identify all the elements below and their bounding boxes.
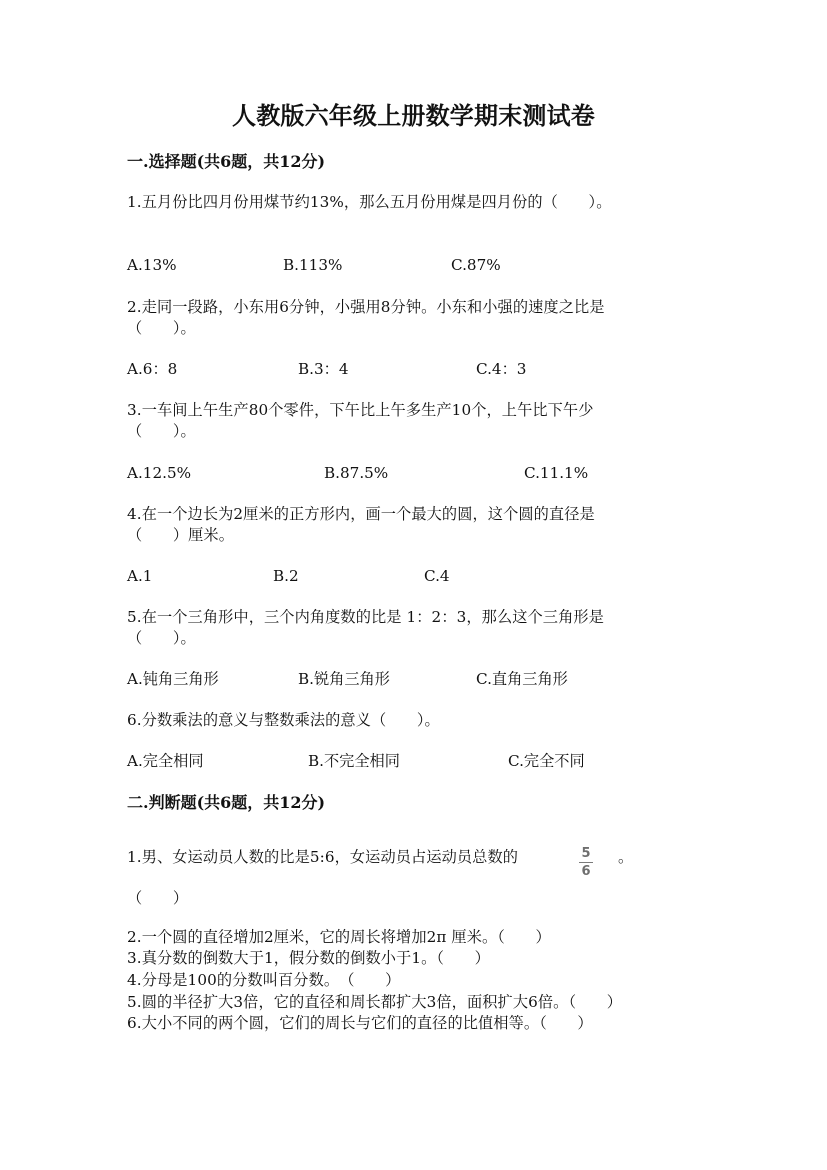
judgment-2: 2.一个圆的直径增加2厘米，它的周长将增加2π 厘米。（ ） <box>127 928 551 946</box>
question-1-option-c: C.87% <box>451 256 501 274</box>
judgment-1-text: 1.男、女运动员人数的比是5:6，女运动员占运动员总数的 <box>127 848 519 866</box>
judgment-1-ending: 。 <box>618 848 634 866</box>
question-6-option-b: B.不完全相同 <box>308 752 400 770</box>
question-3-option-a: A.12.5% <box>127 464 192 482</box>
question-2-option-a: A.6：8 <box>127 360 178 378</box>
five-sixths-fraction <box>579 846 593 879</box>
question-1-option-a: A.13% <box>127 256 177 274</box>
fraction-denominator: 6 <box>581 864 591 879</box>
question-4-line-2: （ ）厘米。 <box>127 526 235 544</box>
question-1-option-b: B.113% <box>283 256 343 274</box>
question-1-line-1: 1.五月份比四月份用煤节约13%，那么五月份用煤是四月份的（ ）。 <box>127 193 612 211</box>
fraction-bar <box>579 862 593 863</box>
judgment-4: 4.分母是100的分数叫百分数。 （ ） <box>127 971 401 989</box>
question-3-option-b: B.87.5% <box>324 464 389 482</box>
section-heading-multiple-choice: 一.选择题(共6题，共12分) <box>127 152 326 171</box>
judgment-3: 3.真分数的倒数大于1，假分数的倒数小于1。（ ） <box>127 949 490 967</box>
question-4-option-c: C.4 <box>424 567 450 585</box>
question-5-option-c: C.直角三角形 <box>476 670 568 688</box>
question-4-line-1: 4.在一个边长为2厘米的正方形内，画一个最大的圆，这个圆的直径是 <box>127 505 595 523</box>
section-heading-true-false: 二.判断题(共6题，共12分) <box>127 793 326 812</box>
question-5-option-b: B.锐角三角形 <box>298 670 390 688</box>
question-4-option-a: A.1 <box>127 567 153 585</box>
question-5-option-a: A.钝角三角形 <box>127 670 219 688</box>
exam-title: 人教版六年级上册数学期末测试卷 <box>232 101 595 130</box>
question-2-line-1: 2.走同一段路，小东用6分钟，小强用8分钟。小东和小强的速度之比是 <box>127 298 605 316</box>
question-5-line-1: 5.在一个三角形中，三个内角度数的比是 1：2：3，那么这个三角形是 <box>127 608 604 626</box>
question-6-option-c: C.完全不同 <box>508 752 585 770</box>
question-3-line-2: （ ）。 <box>127 422 196 440</box>
fraction-numerator: 5 <box>581 846 591 861</box>
question-2-option-b: B.3：4 <box>298 360 349 378</box>
question-3-line-1: 3.一车间上午生产80个零件，下午比上午多生产10个，上午比下午少 <box>127 401 594 419</box>
judgment-6: 6.大小不同的两个圆，它们的周长与它们的直径的比值相等。（ ） <box>127 1014 593 1032</box>
question-6-option-a: A.完全相同 <box>127 752 204 770</box>
question-2-option-c: C.4：3 <box>476 360 527 378</box>
question-2-line-2: （ ）。 <box>127 319 196 337</box>
question-6-line-1: 6.分数乘法的意义与整数乘法的意义（ ）。 <box>127 711 440 729</box>
question-3-option-c: C.11.1% <box>524 464 589 482</box>
judgment-5: 5.圆的半径扩大3倍，它的直径和周长都扩大3倍，面积扩大6倍。（ ） <box>127 993 623 1011</box>
question-5-line-2: （ ）。 <box>127 629 196 647</box>
judgment-1-answer-blank: （ ） <box>127 889 189 907</box>
question-4-option-b: B.2 <box>273 567 299 585</box>
